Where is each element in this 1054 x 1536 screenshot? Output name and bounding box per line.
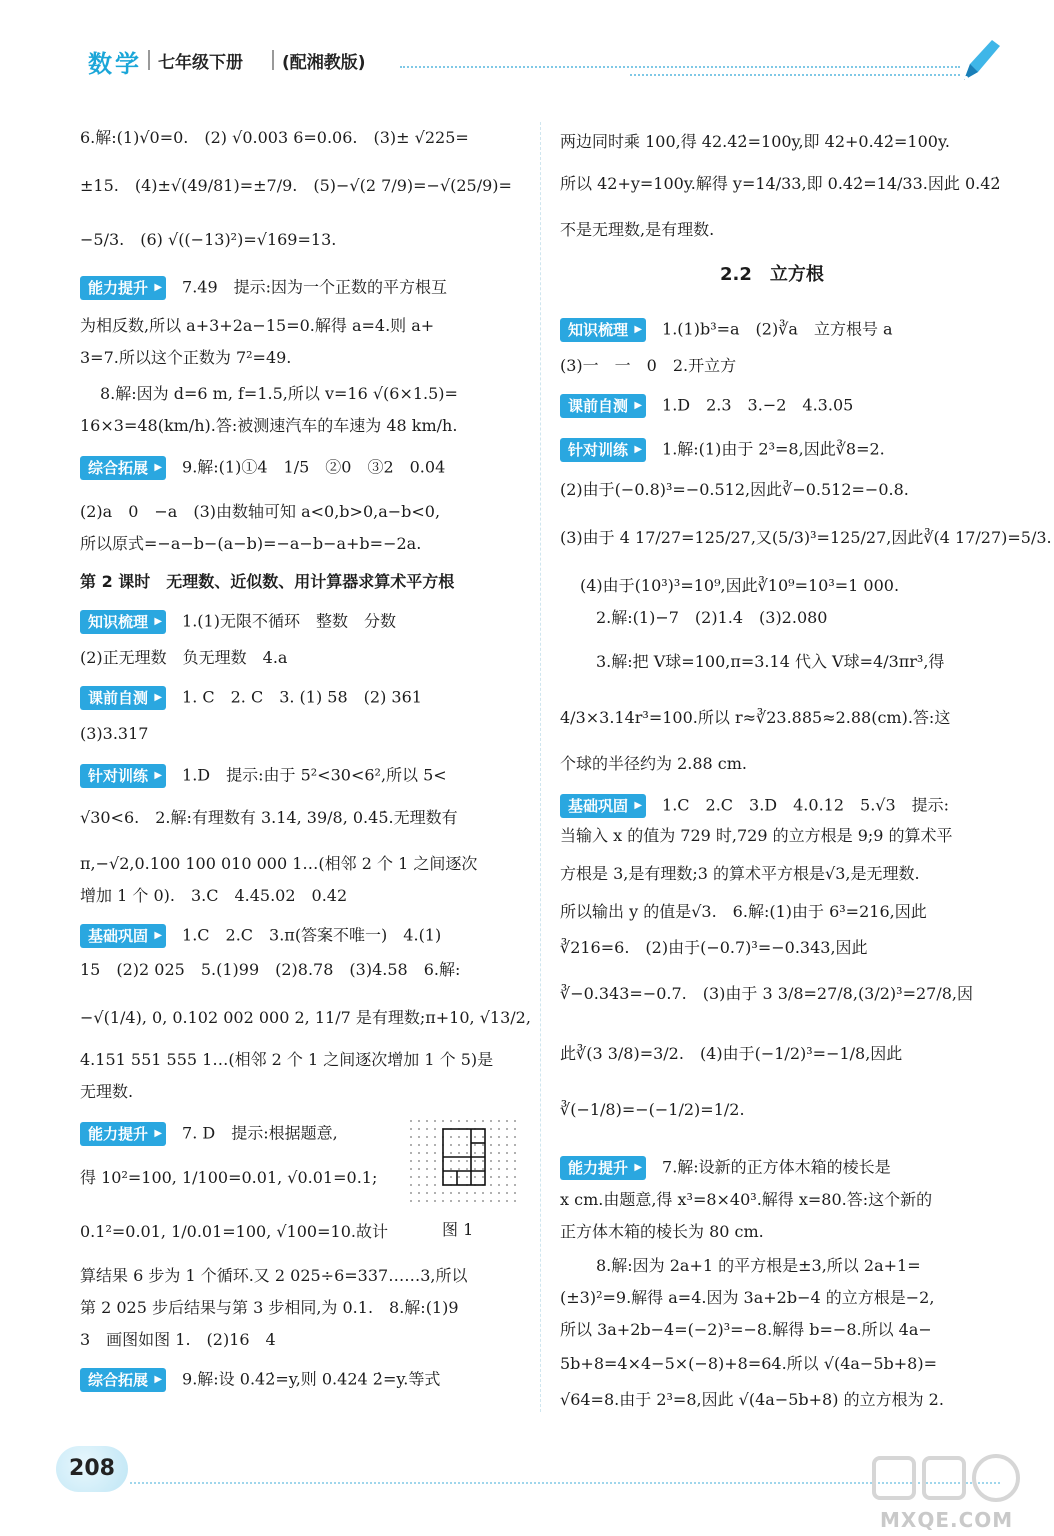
text-line: (3)一 一 0 2.开立方: [560, 356, 737, 375]
text-line: −√(1/4), 0, 0.102 002 000 2, 11/7 是有理数;π+10, √13/2,: [80, 1008, 531, 1027]
text-line: 两边同时乘 100,得 42.4̇2̇=100y,即 42+0.4̇2̇=100y.: [560, 132, 950, 151]
text-line: ∛(−1/8)=−(−1/2)=1/2.: [560, 1100, 745, 1119]
text-line: 16×3=48(km/h).答:被测速汽车的车速为 48 km/h.: [80, 416, 458, 435]
text-line: (3)由于 4 17/27=125/27,又(5/3)³=125/27,因此∛(4 17/27)=5/3.: [560, 528, 1052, 547]
text-line: ∛216=6. (2)由于(−0.7)³=−0.343,因此: [560, 938, 868, 957]
header-edition: (配湘教版): [282, 53, 366, 73]
text-line: 方根是 3,是有理数;3 的算术平方根是√3,是无理数.: [560, 864, 920, 883]
page-number: 208: [56, 1446, 128, 1492]
header-separator: [148, 50, 150, 70]
header-subject: 数学: [88, 50, 142, 78]
text-line: 3=7.所以这个正数为 7²=49.: [80, 348, 292, 367]
text-line: 1.D 提示:由于 5²<30<6²,所以 5<: [182, 765, 447, 785]
badge-comprehensive: 综合拓展 ▶: [80, 1368, 166, 1392]
text-line: 增加 1 个 0). 3.C 4.45.02 0.42: [80, 886, 348, 905]
text-line: 个球的半径约为 2.88 cm.: [560, 754, 748, 773]
text-line: √64=8.由于 2³=8,因此 √(4a−5b+8) 的立方根为 2.: [560, 1390, 944, 1409]
text-line: (±3)²=9.解得 a=4.因为 3a+2b−4 的立方根是−2,: [560, 1288, 935, 1307]
text-line: (3)3.317: [80, 724, 149, 743]
badge-ability: 能力提升 ▶: [560, 1156, 646, 1180]
text-line: 当输入 x 的值为 729 时,729 的立方根是 9;9 的算术平: [560, 826, 953, 845]
text-line: 4.151 551 555 1…(相邻 2 个 1 之间逐次增加 1 个 5)是: [80, 1050, 494, 1069]
text-line: 0.1²=0.01, 1/0.01=100, √100=10.故计: [80, 1222, 388, 1241]
header-dotted-line: [400, 66, 960, 68]
column-divider: [540, 122, 541, 1412]
text-line: 9.解:设 0.4̇2̇=y,则 0.424 2̇=y.等式: [182, 1369, 441, 1389]
badge-knowledge: 知识梳理 ▶: [80, 610, 166, 634]
text-line: 6.解:(1)√0=0. (2) √0.003 6=0.06. (3)± √225=: [80, 128, 469, 147]
text-line: ±15. (4)±√(49/81)=±7/9. (5)−√(2 7/9)=−√(25/9)=: [80, 176, 512, 195]
text-line: (2)a 0 −a (3)由数轴可知 a<0,b>0,a−b<0,: [80, 502, 441, 521]
badge-preview: 课前自测 ▶: [80, 686, 166, 710]
header-dotted-line: [630, 74, 960, 76]
text-line: 无理数.: [80, 1082, 134, 1101]
text-line: 不是无理数,是有理数.: [560, 220, 715, 239]
text-line: 此∛(3 3/8)=3/2. (4)由于(−1/2)³=−1/8,因此: [560, 1044, 903, 1063]
text-line: 7.49 提示:因为一个正数的平方根互: [182, 277, 448, 297]
page-header: [0, 0, 1054, 100]
text-line: 4/3×3.14r³=100.所以 r≈∛23.885≈2.88(cm).答:这: [560, 708, 951, 727]
text-line: 1. C 2. C 3. (1) 58 (2) 361: [182, 687, 422, 707]
text-line: 得 10²=100, 1/100=0.01, √0.01=0.1;: [80, 1168, 378, 1187]
badge-basic: 基础巩固 ▶: [80, 924, 166, 948]
text-line: ∛−0.343=−0.7. (3)由于 3 3/8=27/8,(3/2)³=27/8,因: [560, 984, 974, 1003]
text-line: 所以 3a+2b−4=(−2)³=−8.解得 b=−8.所以 4a−: [560, 1320, 932, 1339]
text-line: 7.解:设新的正方体木箱的棱长是: [662, 1157, 891, 1177]
text-line: 算结果 6 步为 1 个循环.又 2 025÷6=337……3,所以: [80, 1266, 468, 1285]
text-line: 8.解:因为 2a+1 的平方根是±3,所以 2a+1=: [596, 1256, 921, 1275]
text-line: 3.解:把 V球=100,π=3.14 代入 V球=4/3πr³,得: [596, 652, 945, 671]
header-grade: 七年级下册: [158, 53, 243, 73]
text-line: 1.C 2.C 3.π(答案不唯一) 4.(1): [182, 925, 442, 945]
text-line: (2)正无理数 负无理数 4.a: [80, 648, 288, 667]
text-line: −5/3. (6) √((−13)²)=√169=13.: [80, 230, 337, 249]
text-line: 1.D 2.3 3.−2 4.3.05: [662, 395, 854, 415]
text-line: 1.解:(1)由于 2³=8,因此∛8=2.: [662, 439, 885, 459]
badge-preview: 课前自测 ▶: [560, 394, 646, 418]
text-line: 8.解:因为 d=6 m, f=1.5,所以 v=16 √(6×1.5)=: [100, 384, 458, 403]
text-line: 1.(1)b³=a (2)∛a 立方根号 a: [662, 319, 893, 339]
lesson-title: 第 2 课时 无理数、近似数、用计算器求算术平方根: [80, 572, 455, 591]
text-line: 15 (2)2 025 5.(1)99 (2)8.78 (3)4.58 6.解:: [80, 960, 461, 979]
badge-basic: 基础巩固 ▶: [560, 794, 646, 818]
text-line: 9.解:(1)①4 1/5 ②0 ③2 0.04: [182, 457, 446, 477]
badge-comprehensive: 综合拓展 ▶: [80, 456, 166, 480]
grid-figure: [410, 1120, 516, 1206]
text-line: (2)由于(−0.8)³=−0.512,因此∛−0.512=−0.8.: [560, 480, 909, 499]
text-line: 2.解:(1)−7 (2)1.4 (3)2.080: [596, 608, 828, 627]
text-line: 1.(1)无限不循环 整数 分数: [182, 611, 396, 631]
text-line: 所以输出 y 的值是√3. 6.解:(1)由于 6³=216,因此: [560, 902, 927, 921]
text-line: 7. D 提示:根据题意,: [182, 1123, 338, 1143]
text-line: 1.C 2.C 3.D 4.0.12 5.√3 提示:: [662, 795, 950, 815]
badge-targeted: 针对训练 ▶: [560, 438, 646, 462]
pen-icon: [956, 34, 1004, 84]
text-line: 所以 42+y=100y.解得 y=14/33,即 0.4̇2̇=14/33.因此 0.4̇2̇: [560, 174, 1001, 193]
section-title: 2.2 立方根: [720, 264, 824, 285]
text-line: π,−√2,0.100 100 010 000 1…(相邻 2 个 1 之间逐次: [80, 854, 478, 873]
badge-ability: 能力提升 ▶: [80, 1122, 166, 1146]
badge-ability: 能力提升 ▶: [80, 276, 166, 300]
text-line: 5b+8=4×4−5×(−8)+8=64.所以 √(4a−5b+8)=: [560, 1354, 937, 1373]
text-line: (4)由于(10³)³=10⁹,因此∛10⁹=10³=1 000.: [580, 576, 900, 595]
text-line: 第 2 025 步后结果与第 3 步相同,为 0.1. 8.解:(1)9: [80, 1298, 459, 1317]
text-line: 3 画图如图 1. (2)16 4: [80, 1330, 276, 1349]
text-line: 正方体木箱的棱长为 80 cm.: [560, 1222, 764, 1241]
badge-knowledge: 知识梳理 ▶: [560, 318, 646, 342]
badge-targeted: 针对训练 ▶: [80, 764, 166, 788]
header-separator: [272, 50, 274, 70]
text-line: √30<6. 2.解:有理数有 3.14, 39/8, 0.4̇5̇.无理数有: [80, 808, 458, 827]
watermark-url: MXQE.COM: [880, 1508, 1014, 1532]
text-line: 所以原式=−a−b−(a−b)=−a−b−a+b=−2a.: [80, 534, 422, 553]
text-line: x cm.由题意,得 x³=8×40³.解得 x=80.答:这个新的: [560, 1190, 933, 1209]
figure-caption: 图 1: [442, 1220, 474, 1239]
text-line: 为相反数,所以 a+3+2a−15=0.解得 a=4.则 a+: [80, 316, 435, 335]
